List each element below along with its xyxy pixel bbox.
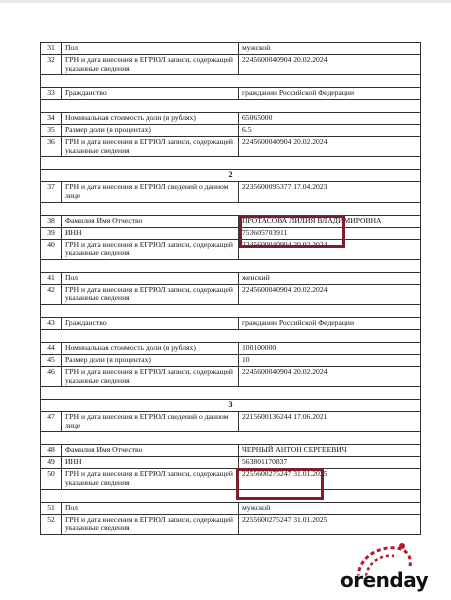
- spacer-cell: [41, 329, 421, 342]
- spacer-cell: [41, 100, 421, 113]
- row-number: 43: [41, 317, 62, 329]
- field-name: Фамилия Имя Отчество: [62, 445, 239, 457]
- table-row: [41, 284, 421, 304]
- field-name: Гражданство: [62, 317, 239, 329]
- field-name: ИНН: [62, 227, 239, 239]
- field-value: мужской: [239, 43, 421, 55]
- row-number: 50: [41, 469, 62, 489]
- field-value: 2245600040904 20.02.2024: [239, 55, 421, 75]
- field-name: Пол: [62, 502, 239, 514]
- watermark-text: orenday: [340, 568, 429, 592]
- row-number: 45: [41, 354, 62, 366]
- table-row: [41, 514, 421, 534]
- row-number: 42: [41, 284, 62, 304]
- row-number: 34: [41, 113, 62, 125]
- field-value: гражданин Российской Федерации: [239, 88, 421, 100]
- spacer-row: [41, 304, 421, 317]
- row-number: 40: [41, 239, 62, 259]
- spacer-cell: [41, 202, 421, 215]
- section-row: [41, 170, 421, 182]
- row-number: 32: [41, 55, 62, 75]
- spacer-cell: [41, 489, 421, 502]
- spacer-cell: [41, 157, 421, 170]
- table-row: [41, 55, 421, 75]
- spacer-row: [41, 157, 421, 170]
- table-row: [41, 113, 421, 125]
- table-row: [41, 366, 421, 386]
- spacer-cell: [41, 304, 421, 317]
- spacer-cell: [41, 387, 421, 400]
- field-value: 2245600040904 20.02.2024: [239, 239, 421, 259]
- row-number: 47: [41, 412, 62, 432]
- field-name: ГРН и дата внесения в ЕГРЮЛ записи, содержащей указанные сведения: [62, 469, 239, 489]
- row-number: 31: [41, 43, 62, 55]
- table-row: [41, 354, 421, 366]
- section-row: [41, 400, 421, 412]
- field-name: Номинальная стоимость доли (в рублях): [62, 342, 239, 354]
- spacer-cell: [41, 432, 421, 445]
- field-name: ГРН и дата внесения в ЕГРЮЛ записи, содержащей указанные сведения: [62, 514, 239, 534]
- table-row: [41, 502, 421, 514]
- field-value: гражданин Российской Федерации: [239, 317, 421, 329]
- orenday-watermark: [340, 540, 448, 600]
- field-value: 2245600040904 20.02.2024: [239, 366, 421, 386]
- spacer-cell: [41, 75, 421, 88]
- table-row: [41, 412, 421, 432]
- table-row: [41, 317, 421, 329]
- field-name: Размер доли (в процентах): [62, 354, 239, 366]
- field-name: ИНН: [62, 457, 239, 469]
- field-value: 100100000: [239, 342, 421, 354]
- field-value: ПРОТАСОВА ЛИЛИЯ ВЛАДИМИРОВНА: [239, 215, 421, 227]
- field-name: ГРН и дата внесения в ЕГРЮЛ записи, содержащей указанные сведения: [62, 239, 239, 259]
- table-row: [41, 457, 421, 469]
- table-row: [41, 125, 421, 137]
- spacer-row: [41, 329, 421, 342]
- field-name: Пол: [62, 272, 239, 284]
- table-body: [41, 43, 421, 535]
- field-value: 2245600040904 20.02.2024: [239, 284, 421, 304]
- table-row: [41, 239, 421, 259]
- egrul-extract-table: [40, 42, 421, 535]
- row-number: 41: [41, 272, 62, 284]
- spacer-cell: [41, 259, 421, 272]
- table-row: [41, 469, 421, 489]
- highlight-box-cherny: [236, 468, 324, 500]
- spacer-row: [41, 259, 421, 272]
- spacer-row: [41, 387, 421, 400]
- field-name: ГРН и дата внесения в ЕГРЮЛ сведений о данном лице: [62, 182, 239, 202]
- section-number: 2: [41, 170, 421, 182]
- table-row: [41, 137, 421, 157]
- row-number: 37: [41, 182, 62, 202]
- spacer-row: [41, 432, 421, 445]
- row-number: 52: [41, 514, 62, 534]
- field-value: 6.5: [239, 125, 421, 137]
- field-value: женский: [239, 272, 421, 284]
- field-name: ГРН и дата внесения в ЕГРЮЛ записи, содержащей указанные сведения: [62, 366, 239, 386]
- row-number: 38: [41, 215, 62, 227]
- row-number: 46: [41, 366, 62, 386]
- table-row: [41, 215, 421, 227]
- field-name: ГРН и дата внесения в ЕГРЮЛ сведений о данном лице: [62, 412, 239, 432]
- field-name: Размер доли (в процентах): [62, 125, 239, 137]
- field-name: ГРН и дата внесения в ЕГРЮЛ записи, содержащей указанные сведения: [62, 137, 239, 157]
- field-value: 2235600095377 17.04.2023: [239, 182, 421, 202]
- field-name: Пол: [62, 43, 239, 55]
- row-number: 48: [41, 445, 62, 457]
- row-number: 49: [41, 457, 62, 469]
- field-name: Гражданство: [62, 88, 239, 100]
- table-row: [41, 272, 421, 284]
- field-value: 2215600136244 17.06.2021: [239, 412, 421, 432]
- row-number: 33: [41, 88, 62, 100]
- field-value: 563801170837: [239, 457, 421, 469]
- highlight-box-protasova: [239, 215, 345, 248]
- spacer-row: [41, 100, 421, 113]
- field-value: 65065000: [239, 113, 421, 125]
- field-value: ЧЕРНЫЙ АНТОН СЕРГЕЕВИЧ: [239, 445, 421, 457]
- field-value: 753605703911: [239, 227, 421, 239]
- spacer-row: [41, 489, 421, 502]
- spacer-row: [41, 202, 421, 215]
- row-number: 35: [41, 125, 62, 137]
- field-name: Номинальная стоимость доли (в рублях): [62, 113, 239, 125]
- field-name: ГРН и дата внесения в ЕГРЮЛ записи, содержащей указанные сведения: [62, 55, 239, 75]
- field-value: 10: [239, 354, 421, 366]
- table-row: [41, 445, 421, 457]
- field-name: Фамилия Имя Отчество: [62, 215, 239, 227]
- section-number: 3: [41, 400, 421, 412]
- table-row: [41, 182, 421, 202]
- table-row: [41, 88, 421, 100]
- field-name: ГРН и дата внесения в ЕГРЮЛ записи, содержащей указанные сведения: [62, 284, 239, 304]
- row-number: 36: [41, 137, 62, 157]
- row-number: 44: [41, 342, 62, 354]
- field-value: мужской: [239, 502, 421, 514]
- page-top-edge: [0, 0, 451, 3]
- field-value: 2255600275247 31.01.2025: [239, 469, 421, 489]
- spacer-row: [41, 75, 421, 88]
- row-number: 51: [41, 502, 62, 514]
- table-row: [41, 43, 421, 55]
- table-row: [41, 227, 421, 239]
- field-value: 2255600275247 31.01.2025: [239, 514, 421, 534]
- table-row: [41, 342, 421, 354]
- field-value: 2245600040904 20.02.2024: [239, 137, 421, 157]
- row-number: 39: [41, 227, 62, 239]
